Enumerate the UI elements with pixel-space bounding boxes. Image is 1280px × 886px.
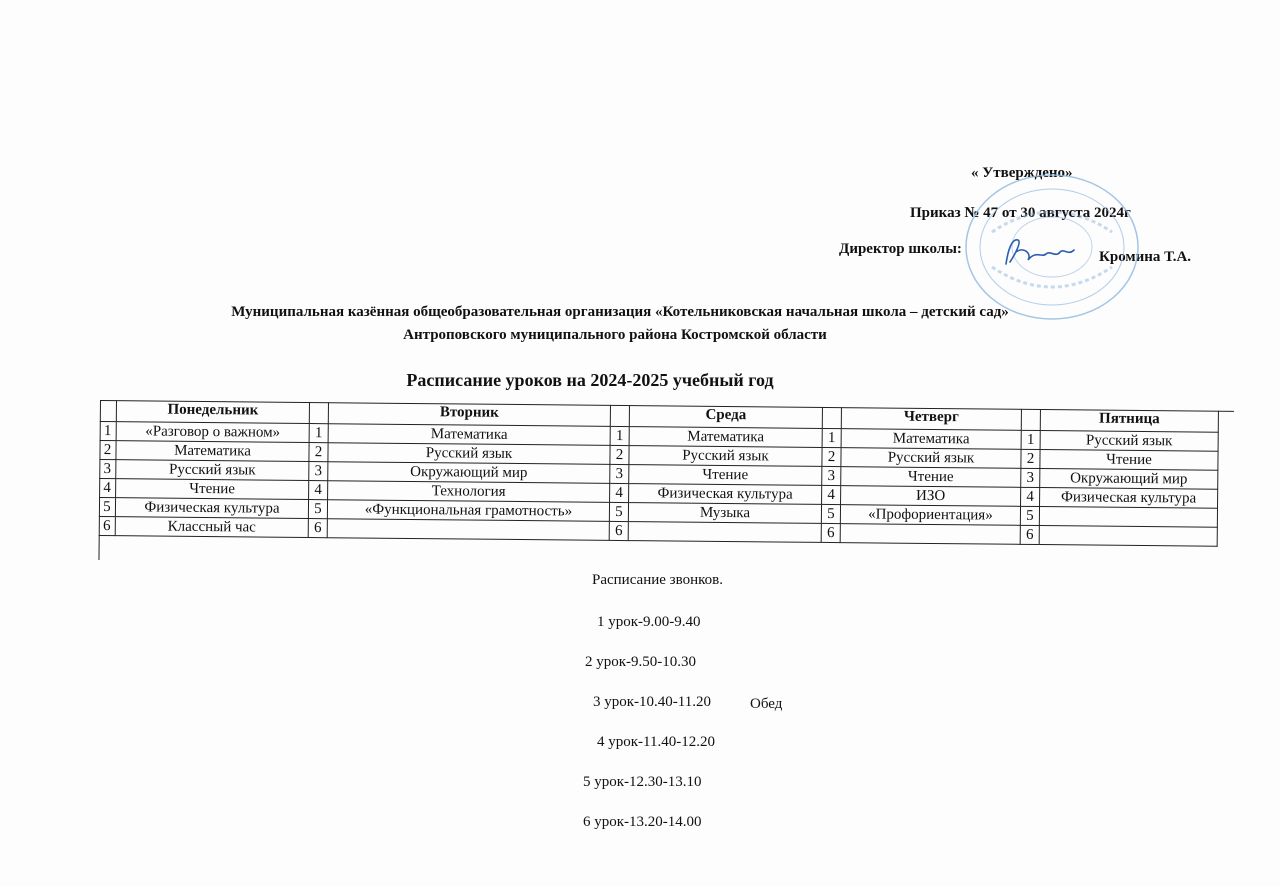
- day-header-3: Среда: [630, 405, 823, 429]
- lesson-number: 5: [1021, 507, 1040, 526]
- day-header-2: Вторник: [329, 402, 611, 427]
- lesson-cell: Математика: [116, 441, 309, 462]
- lesson-cell: Русский язык: [629, 446, 822, 467]
- director-label: Директор школы:: [839, 241, 962, 257]
- lesson-number: 1: [823, 429, 842, 448]
- director-signature: [998, 232, 1078, 272]
- lesson-number: 1: [310, 424, 329, 443]
- bell-item: 4 урок-11.40-12.20: [597, 734, 715, 750]
- order-reference: Приказ № 47 от 30 августа 2024г: [910, 205, 1131, 221]
- lesson-cell: Физическая культура: [116, 498, 309, 519]
- bell-item: 2 урок-9.50-10.30: [585, 654, 697, 670]
- lesson-cell: Окружающий мир: [328, 462, 610, 484]
- lesson-number: 5: [99, 498, 116, 517]
- organization-district: Антроповского муниципального района Костромской области: [403, 327, 827, 343]
- lesson-cell: Русский язык: [328, 443, 610, 465]
- lesson-schedule-table: [98, 400, 1234, 589]
- lesson-cell: [1040, 526, 1218, 547]
- lesson-cell: [1040, 507, 1218, 528]
- director-name: Кромина Т.А.: [1099, 249, 1192, 265]
- day-number-header: [823, 407, 842, 429]
- bell-item: 3 урок-10.40-11.20: [593, 694, 711, 710]
- lesson-cell: Технология: [328, 481, 610, 503]
- lesson-number: 1: [611, 427, 630, 446]
- day-number-header: [310, 402, 329, 424]
- lesson-cell: «Функциональная грамотность»: [328, 500, 610, 522]
- bell-item: 6 урок-13.20-14.00: [583, 814, 702, 830]
- lesson-cell: «Профориентация»: [841, 505, 1021, 526]
- lesson-cell: Математика: [630, 427, 823, 448]
- lesson-number: 4: [99, 479, 116, 498]
- lesson-cell: Русский язык: [116, 460, 309, 481]
- lesson-cell: Математика: [329, 424, 611, 446]
- bell-item: 5 урок-12.30-13.10: [583, 774, 702, 790]
- lesson-number: 4: [1021, 488, 1040, 507]
- lesson-number: 6: [99, 517, 116, 536]
- lesson-number: 6: [1021, 526, 1040, 545]
- lesson-cell: Классный час: [116, 517, 309, 538]
- lunch-label: Обед: [750, 696, 783, 712]
- lesson-number: 6: [610, 522, 629, 541]
- lesson-cell: Чтение: [1040, 450, 1218, 471]
- bell-item: 1 урок-9.00-9.40: [597, 614, 701, 630]
- lesson-number: 3: [309, 462, 328, 481]
- schedule-title: Расписание уроков на 2024-2025 учебный год: [406, 370, 774, 390]
- organization-name: Муниципальная казённая общеобразовательная организация «Котельниковская начальная школа – детский сад»: [231, 304, 1009, 320]
- lesson-number: 3: [822, 467, 841, 486]
- lesson-cell: Чтение: [629, 465, 822, 486]
- lesson-number: 2: [822, 448, 841, 467]
- lesson-cell: «Разговор о важном»: [117, 422, 310, 443]
- approval-heading: « Утверждено»: [971, 165, 1073, 181]
- lesson-number: 1: [100, 422, 117, 441]
- lesson-cell: Музыка: [629, 503, 822, 524]
- lesson-number: 3: [610, 465, 629, 484]
- lesson-cell: Физическая культура: [1040, 488, 1218, 509]
- lesson-number: 2: [1021, 450, 1040, 469]
- lesson-cell: Физическая культура: [629, 484, 822, 505]
- lesson-number: 2: [99, 441, 116, 460]
- lesson-number: 3: [99, 460, 116, 479]
- lesson-number: 6: [822, 524, 841, 543]
- day-number-header: [611, 405, 630, 427]
- lesson-number: 5: [610, 503, 629, 522]
- lesson-number: 1: [1022, 431, 1041, 450]
- lesson-cell: [629, 522, 822, 543]
- lesson-cell: ИЗО: [841, 486, 1021, 507]
- lesson-cell: Русский язык: [841, 448, 1021, 469]
- day-header-4: Четверг: [842, 407, 1022, 431]
- lesson-number: 2: [309, 443, 328, 462]
- lesson-cell: Чтение: [116, 479, 309, 500]
- bell-schedule-heading: Расписание звонков.: [592, 572, 723, 588]
- lesson-number: 4: [610, 484, 629, 503]
- lesson-number: 4: [822, 486, 841, 505]
- day-number-header: [100, 400, 117, 422]
- lesson-number: 5: [309, 500, 328, 519]
- lesson-cell: Окружающий мир: [1040, 469, 1218, 490]
- lesson-number: 5: [822, 505, 841, 524]
- lesson-cell: Русский язык: [1041, 431, 1219, 452]
- lesson-number: 4: [309, 481, 328, 500]
- lesson-cell: Математика: [842, 429, 1022, 450]
- day-header-5: Пятница: [1041, 409, 1219, 433]
- lesson-number: 6: [309, 519, 328, 538]
- lesson-cell: Чтение: [841, 467, 1021, 488]
- lesson-cell: [328, 519, 610, 541]
- lesson-number: 3: [1021, 469, 1040, 488]
- day-number-header: [1022, 409, 1041, 431]
- day-header-1: Понедельник: [117, 400, 310, 424]
- lesson-cell: [841, 524, 1021, 545]
- lesson-number: 2: [610, 446, 629, 465]
